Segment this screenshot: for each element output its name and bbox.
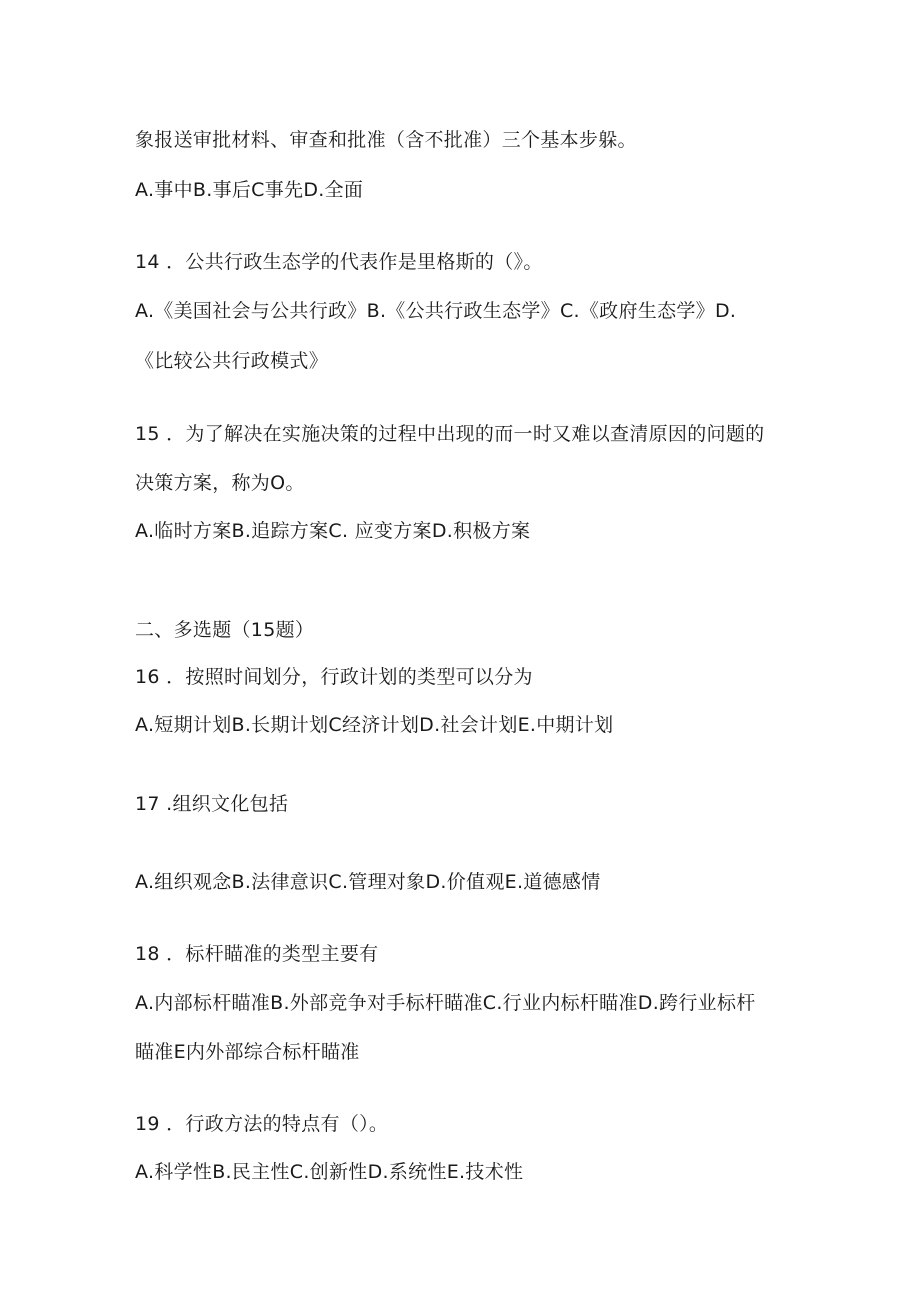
question-15-line2: 决策方案，称为O。 [135,472,305,494]
options-q13: A.事中B.事后C事先D.全面 [135,179,364,201]
options-q14-line2: 《比较公共行政模式》 [135,350,329,372]
options-q19: A.科学性B.民主性C.创新性D.系统性E.技术性 [135,1161,524,1183]
question-18: 18 ．标杆瞄准的类型主要有 [135,943,379,965]
options-q15: A.临时方案B.追踪方案C. 应变方案D.积极方案 [135,520,531,542]
options-q18-line1: A.内部标杆瞄准B.外部竞争对手标杆瞄准C.行业内标杆瞄准D.跨行业标杆 [135,992,756,1014]
options-q17: A.组织观念B.法律意识C.管理对象D.价值观E.道德感情 [135,871,601,893]
question-19: 19 ．行政方法的特点有（）。 [135,1113,389,1135]
question-15-line1: 15 ．为了解决在实施决策的过程中出现的而一时又难以查清原因的问题的 [135,423,765,445]
text-line-continuation: 象报送审批材料、审查和批准（含不批准）三个基本步躲。 [135,129,637,151]
question-16: 16 ．按照时间划分，行政计划的类型可以分为 [135,666,533,688]
question-17: 17 .组织文化包括 [135,793,289,815]
section-heading-multiple-choice: 二、多选题（15题） [135,619,315,641]
options-q16: A.短期计划B.长期计划C经济计划D.社会计划E.中期计划 [135,714,614,736]
question-14: 14 ．公共行政生态学的代表作是里格斯的（》。 [135,251,543,273]
options-q18-line2: 瞄准E内外部综合标杆瞄准 [135,1041,360,1063]
options-q14-line1: A.《美国社会与公共行政》B.《公共行政生态学》C.《政府生态学》D. [135,300,737,322]
